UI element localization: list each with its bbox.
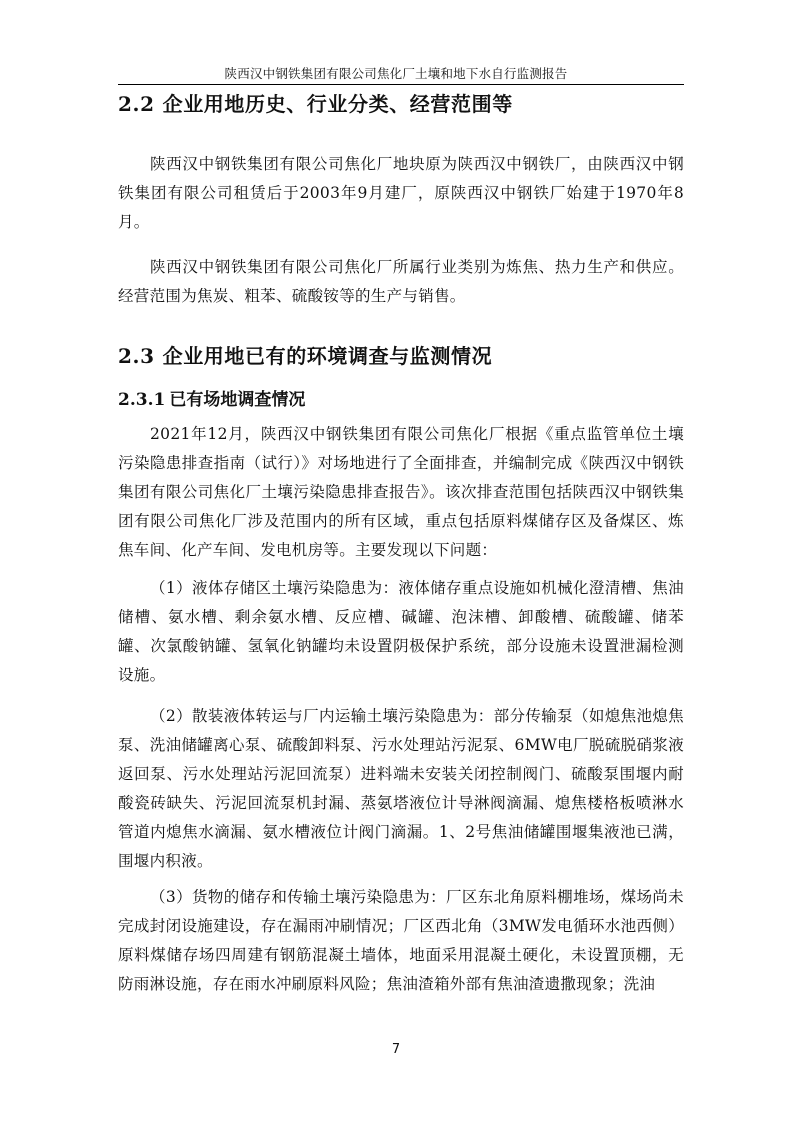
- list-item: （3）货物的储存和传输土壤污染隐患为：厂区东北角原料棚堆场，煤场尚未完成封闭设施建设，存在漏雨冲刷情况；厂区西北角（3MW发电循环水池西侧）原料煤储存场四周建有钢筋混凝土墙体，地面采用混凝土硬化，未设置顶棚，无防雨淋设施，存在雨水冲刷原料风险；焦油渣箱外部有焦油渣遗撒现象；洗油: [118, 888, 684, 993]
- section-heading-2-3: [118, 340, 492, 369]
- subsection-heading-2-3-1: [118, 385, 305, 410]
- section-heading-2-2: [118, 88, 513, 117]
- section-title: 企业用地已有的环境调查与监测情况: [162, 344, 493, 368]
- subsection-number: 2.3.1: [118, 390, 166, 410]
- paragraph: 2021年12月，陕西汉中钢铁集团有限公司焦化厂根据《重点监管单位土壤污染隐患排查指南（试行）》对场地进行了全面排查，并编制完成《陕西汉中钢铁集团有限公司焦化厂土壤污染隐患排查报告》。该次排查范围包括陕西汉中钢铁集团有限公司焦化厂涉及范围内的所有区域，重点包括原料煤储存区及备煤区、炼焦车间、化产车间、发电机房等。主要发现以下问题：: [118, 425, 684, 559]
- paragraph: 陕西汉中钢铁集团有限公司焦化厂地块原为陕西汉中钢铁厂，由陕西汉中钢铁集团有限公司租赁后于2003年9月建厂，原陕西汉中钢铁厂始建于1970年8月。: [118, 155, 684, 231]
- list-item: （2）散装液体转运与厂内运输土壤污染隐患为：部分传输泵（如熄焦池熄焦泵、洗油储罐离心泵、硫酸卸料泵、污水处理站污泥泵、6MW电厂脱硫脱硝浆液返回泵、污水处理站污泥回流泵）进料端未安装关闭控制阀门、硫酸泵围堰内耐酸瓷砖缺失、污泥回流泵机封漏、蒸氨塔液位计导淋阀滴漏、熄焦楼格板喷淋水管道内熄焦水滴漏、氨水槽液位计阀门滴漏。1、2号焦油储罐围堰集液池已满，围堰内积液。: [118, 707, 684, 870]
- subsection-title: 已有场地调查情况: [169, 390, 306, 410]
- header-rule: [118, 84, 684, 85]
- section-number: 2.3: [118, 344, 155, 368]
- page-number: 7: [391, 1042, 401, 1057]
- paragraph: 陕西汉中钢铁集团有限公司焦化厂所属行业类别为炼焦、热力生产和供应。经营范围为焦炭、粗苯、硫酸铵等的生产与销售。: [118, 258, 684, 305]
- running-header: 陕西汉中钢铁集团有限公司焦化厂土壤和地下水自行监测报告: [224, 66, 568, 81]
- section-number: 2.2: [118, 92, 155, 116]
- section-title: 企业用地历史、行业分类、经营范围等: [162, 92, 513, 116]
- list-item: （1）液体存储区土壤污染隐患为：液体储存重点设施如机械化澄清槽、焦油储槽、氨水槽、剩余氨水槽、反应槽、碱罐、泡沫槽、卸酸槽、硫酸罐、储苯罐、次氯酸钠罐、氢氧化钠罐均未设置阴极保护系统，部分设施未设置泄漏检测设施。: [118, 579, 684, 684]
